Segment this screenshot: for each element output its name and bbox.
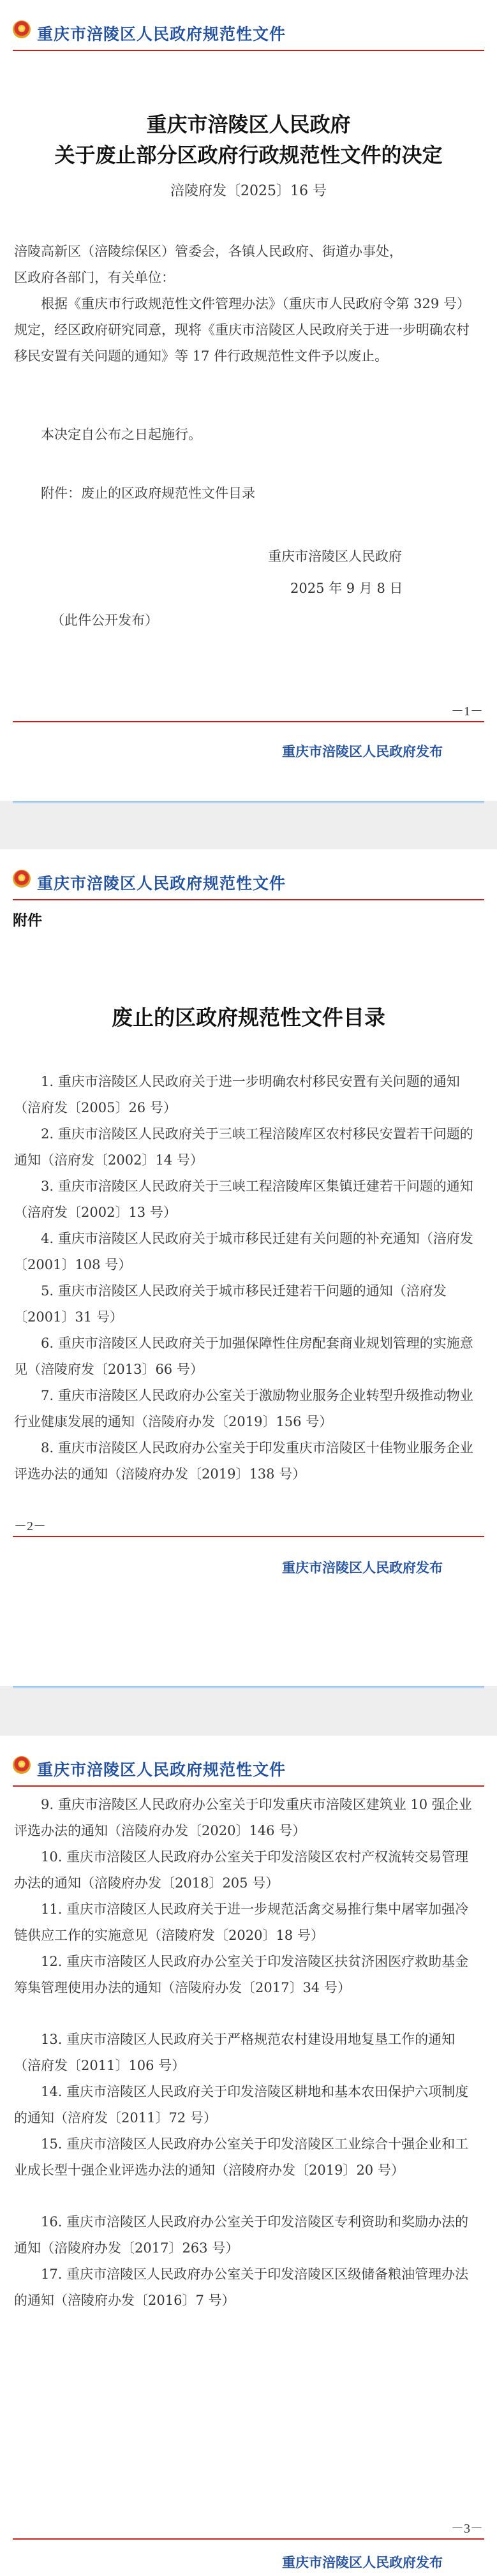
page-separator	[13, 1686, 484, 1688]
header-title: 重庆市涪陵区人民政府规范性文件	[37, 1761, 286, 1779]
page-header	[13, 1747, 484, 1787]
footer-publisher: 重庆市涪陵区人民政府发布	[282, 2555, 443, 2570]
list-item: 7. 重庆市涪陵区人民政府办公室关于激励物业服务企业转型升级推动物业行业健康发展的通知（涪陵府办发〔2019〕156 号）	[14, 1388, 473, 1429]
footer-rule	[13, 721, 484, 722]
list-item: 10. 重庆市涪陵区人民政府办公室关于印发涪陵区农村产权流转交易管理办法的通知（涪陵府办发〔2018〕205 号）	[14, 1849, 469, 1891]
footer-publisher: 重庆市涪陵区人民政府发布	[282, 1560, 443, 1575]
document-page-2	[0, 849, 497, 1686]
sign-date: 2025 年 9 月 8 日	[290, 581, 403, 596]
footer-rule	[13, 2538, 484, 2540]
publication-note: （此件公开发布）	[51, 613, 158, 628]
attachment-label: 附件	[13, 912, 42, 929]
page-separator	[13, 801, 484, 803]
header-title: 重庆市涪陵区人民政府规范性文件	[37, 874, 286, 893]
document-number: 涪陵府发〔2025〕16 号	[170, 183, 327, 199]
list-item: 11. 重庆市涪陵区人民政府关于进一步规范活禽交易推行集中屠宰加强冷链供应工作的实施意见（涪陵府发〔2020〕18 号）	[14, 1902, 469, 1943]
document-page-3	[0, 1736, 497, 2576]
footer-rule	[13, 1536, 484, 1537]
list-item: 17. 重庆市涪陵区人民政府办公室关于印发涪陵区区级储备粮油管理办法的通知（涪陵府办发〔2016〕7 号）	[14, 2267, 469, 2308]
list-title: 废止的区政府规范性文件目录	[112, 1005, 385, 1030]
document-page-1	[0, 0, 497, 801]
page-number: －1－	[451, 704, 483, 718]
national-emblem-icon	[13, 20, 31, 38]
national-emblem-icon	[13, 870, 31, 888]
page-number: －2－	[14, 1519, 46, 1533]
addressee-line-1: 涪陵高新区（涪陵综保区）管委会，各镇人民政府、街道办事处，	[14, 244, 403, 259]
header-title: 重庆市涪陵区人民政府规范性文件	[37, 25, 286, 43]
signer: 重庆市涪陵区人民政府	[268, 549, 402, 564]
list-item: 9. 重庆市涪陵区人民政府办公室关于印发重庆市涪陵区建筑业 10 强企业评选办法的通知（涪陵府办发〔2020〕146 号）	[14, 1797, 472, 1838]
list-item: 5. 重庆市涪陵区人民政府关于城市移民迁建若干问题的通知（涪府发〔2001〕31 号）	[14, 1283, 447, 1325]
national-emblem-icon	[13, 1756, 31, 1774]
body-paragraph-1: 根据《重庆市行政规范性文件管理办法》（重庆市人民政府令第 329 号）规定，经区政府研究同意，现将《重庆市涪陵区人民政府关于进一步明确农村移民安置有关问题的通知》等 17 件行政规范性文件予以废止。	[14, 296, 470, 364]
page-header	[13, 11, 484, 51]
page-number: －3－	[451, 2522, 483, 2536]
list-item: 3. 重庆市涪陵区人民政府关于三峡工程涪陵库区集镇迁建若干问题的通知（涪府发〔2002〕13 号）	[14, 1179, 473, 1220]
list-item: 2. 重庆市涪陵区人民政府关于三峡工程涪陵库区农村移民安置若干问题的通知（涪府发〔2002〕14 号）	[14, 1126, 473, 1168]
list-item: 13. 重庆市涪陵区人民政府关于严格规范农村建设用地复垦工作的通知（涪府发〔2011〕106 号）	[14, 2032, 456, 2073]
addressee-line-2: 区政府各部门，有关单位：	[14, 270, 175, 285]
list-item: 8. 重庆市涪陵区人民政府办公室关于印发重庆市涪陵区十佳物业服务企业评选办法的通知（涪陵府办发〔2019〕138 号）	[14, 1440, 473, 1482]
list-item: 6. 重庆市涪陵区人民政府关于加强保障性住房配套商业规划管理的实施意见（涪陵府发〔2013〕66 号）	[14, 1336, 473, 1377]
list-item: 12. 重庆市涪陵区人民政府办公室关于印发涪陵区扶贫济困医疗救助基金筹集管理使用办法的通知（涪陵府办发〔2017〕34 号）	[14, 1954, 469, 1995]
document-title: 关于废止部分区政府行政规范性文件的决定	[54, 143, 443, 167]
list-item: 15. 重庆市涪陵区人民政府办公室关于印发涪陵区工业综合十强企业和工业成长型十强企业评选办法的通知（涪陵府办发〔2019〕20 号）	[14, 2136, 469, 2178]
footer-publisher: 重庆市涪陵区人民政府发布	[282, 744, 443, 759]
attachment-line: 附件：废止的区政府规范性文件目录	[41, 486, 255, 501]
list-item: 1. 重庆市涪陵区人民政府关于进一步明确农村移民安置有关问题的通知（涪府发〔2005〕26 号）	[14, 1074, 460, 1115]
document-title-org: 重庆市涪陵区人民政府	[146, 112, 351, 137]
list-item: 14. 重庆市涪陵区人民政府关于印发涪陵区耕地和基本农田保护六项制度的通知（涪府发〔2011〕72 号）	[14, 2084, 469, 2126]
list-item: 16. 重庆市涪陵区人民政府办公室关于印发涪陵区专利资助和奖励办法的通知（涪陵府办发〔2017〕263 号）	[14, 2214, 469, 2256]
body-paragraph-2: 本决定自公布之日起施行。	[41, 427, 202, 442]
page-header	[13, 861, 484, 900]
addressee	[14, 239, 480, 291]
list-item: 4. 重庆市涪陵区人民政府关于城市移民迁建有关问题的补充通知（涪府发〔2001〕108 号）	[14, 1231, 473, 1272]
